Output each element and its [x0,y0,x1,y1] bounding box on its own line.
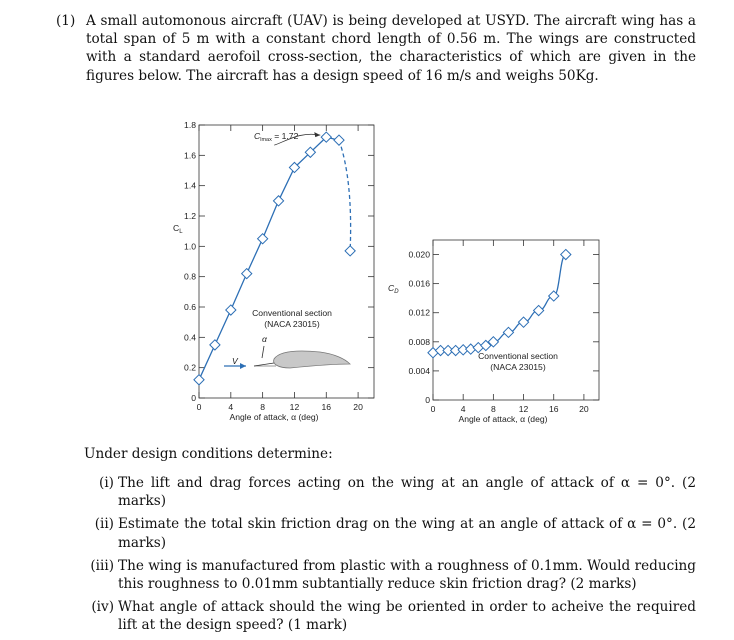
question-text: What angle of attack should the wing be oriented in order to acheive the required lift at the design speed? (1 mark) [118,599,696,634]
problem-text: A small automonous aircraft (UAV) is being developed at USYD. The aircraft wing has a total span of 5 m with a constant chord length of 0.56 m. The wings are constructed with a standard aerofoil cross-section, the characteristics of which are given in the figures below. The aircraft has a design speed of 16 m/s and weighs 50Kg. [86,13,696,84]
question-text: The lift and drag forces acting on the wing at an angle of attack of α = 0°. (2 marks) [118,475,696,510]
y-tick-label: 0.6 [184,302,196,312]
y-tick-label: 0.004 [408,365,430,376]
cd-plot-area [428,240,599,400]
airfoil-shape [274,351,350,368]
question-item [84,515,696,551]
y-tick-label: 1.8 [184,120,196,130]
x-tick-label: 0 [196,402,202,412]
cd-data-point [503,327,513,337]
question-number: (i) [99,475,114,491]
cd-y-axis-label: $C_D$ [388,283,399,295]
y-tick-label: 0 [425,395,430,405]
y-tick-label: 0.020 [408,249,430,260]
question-list [84,474,696,640]
y-tick-label: 0.4 [184,332,196,343]
x-tick-label: 4 [228,402,234,412]
cl-max-annotation: $C_{lmax} = 1.72$ [254,131,299,143]
question-number: (iv) [91,599,114,616]
plot-frame [433,240,599,400]
cd-data-point [549,291,559,301]
airfoil-alpha-label: α [262,334,267,344]
question-item [84,557,696,593]
airfoil-velocity-label: V [232,356,238,366]
y-tick-label: 1.0 [184,241,196,252]
question-number: (iii) [90,557,114,574]
x-tick-label: 8 [260,402,266,412]
problem-statement [56,12,696,85]
cl-data-point [273,196,283,206]
x-tick-label: 16 [548,404,559,414]
airflow-arrowhead [240,363,246,369]
cd-data-point [561,249,571,259]
cl-data-point [334,135,344,145]
y-tick-label: 0.2 [184,362,196,373]
x-tick-label: 16 [321,402,332,412]
cl-data-point [226,305,236,315]
cl-tick-labels [184,120,363,412]
y-tick-label: 0.012 [408,307,430,318]
cd-data-point [518,317,528,327]
alpha-pointer [262,346,264,358]
cl-stall-curve [339,140,351,251]
cl-data-point [210,340,220,350]
x-tick-label: 12 [289,402,300,412]
x-tick-label: 20 [353,402,363,412]
cl-section-label: Conventional section [252,308,332,318]
y-tick-label: 1.2 [184,211,196,221]
cl-data-point [242,269,252,279]
x-tick-label: 8 [490,404,496,414]
question-item [84,598,696,634]
question-text: Estimate the total skin friction drag on the wing at an angle of attack of α = 0°. (2 marks) [118,516,696,551]
x-tick-label: 12 [518,404,529,414]
y-tick-label: 0 [191,393,196,403]
y-tick-label: 1.6 [184,150,196,161]
y-tick-label: 1.4 [184,180,196,191]
question-text: The wing is manufactured from plastic with a roughness of 0.1mm. Would reducing this roughness to 0.01mm subtantially reduce skin friction drag? (2 marks) [118,557,696,593]
question-item [84,474,696,510]
cd-data-point [534,305,544,315]
cd-x-axis-label: Angle of attack, α (deg) [458,414,548,424]
cl-y-axis-label: $C_L$ [173,223,183,235]
cl-x-axis-label: Angle of attack, α (deg) [229,412,319,422]
cl-section-name: (NACA 23015) [264,319,320,329]
design-conditions-intro: Under design conditions determine: [84,446,333,462]
x-tick-label: 0 [430,404,436,414]
x-tick-label: 4 [460,404,466,414]
lift-coefficient-chart [150,114,390,434]
cd-section-label: Conventional section [478,351,558,361]
cd-tick-labels [408,250,588,414]
question-number: (ii) [94,516,114,533]
cl-data-point [194,375,204,385]
drag-coefficient-chart [385,224,605,434]
cd-curve [433,255,566,353]
cl-curve [199,137,339,380]
cl-data-point [258,234,268,244]
cl-plot-area [194,125,374,398]
cd-section-name: (NACA 23015) [490,362,546,372]
cl-data-point [345,246,355,256]
problem-number: (1) [56,13,76,29]
chord-line [254,363,274,366]
y-tick-label: 0.008 [408,336,430,347]
x-tick-label: 20 [579,404,589,414]
y-tick-label: 0.8 [184,271,196,282]
y-tick-label: 0.016 [408,278,430,289]
